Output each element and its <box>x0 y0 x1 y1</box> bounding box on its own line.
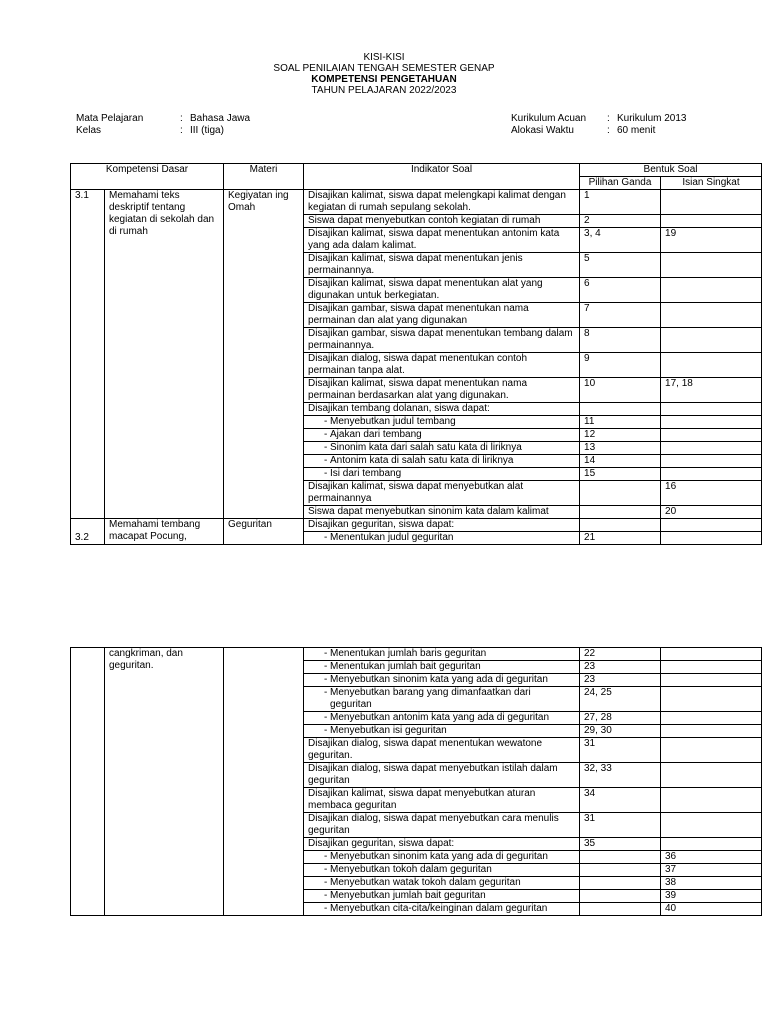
indikator-cell <box>304 506 580 519</box>
bullet-item <box>308 877 575 889</box>
indikator-text: Disajikan gambar, siswa dapat menentukan nama permainan dan alat yang digunakan <box>308 303 529 326</box>
isian-singkat-cell <box>661 468 762 481</box>
indikator-cell <box>304 763 580 788</box>
kisi-kisi-table-page1 <box>70 163 762 545</box>
materi-cell: Geguritan <box>224 519 304 545</box>
indikator-cell <box>304 877 580 890</box>
indikator-cell <box>304 674 580 687</box>
indikator-cell <box>304 712 580 725</box>
indikator-cell <box>304 648 580 661</box>
indikator-text: Sinonim kata dari salah satu kata di liriknya <box>330 442 522 453</box>
pilihan-ganda-cell <box>580 403 661 416</box>
isian-singkat-cell <box>661 215 762 228</box>
isian-singkat-cell <box>661 661 762 674</box>
meta-value: Bahasa Jawa <box>190 113 251 124</box>
bullet-dash: - <box>324 661 328 672</box>
isian-singkat-cell <box>661 303 762 328</box>
table-row <box>71 190 762 215</box>
indikator-cell <box>304 228 580 253</box>
indikator-text: Disajikan kalimat, siswa dapat menyebutkan alat permainannya <box>308 481 524 504</box>
indikator-text: Menentukan jumlah baris geguritan <box>330 648 487 659</box>
indikator-text: Disajikan dialog, siswa dapat menentukan contoh permainan tanpa alat. <box>308 353 528 376</box>
isian-singkat-cell <box>661 725 762 738</box>
meta-label: Kelas <box>76 125 102 136</box>
bullet-dash: - <box>324 890 328 901</box>
pilihan-ganda-cell: 31 <box>580 813 661 838</box>
indikator-cell <box>304 813 580 838</box>
indikator-text: Menyebutkan cita-cita/keinginan dalam geguritan <box>330 903 548 914</box>
isian-singkat-cell <box>661 687 762 712</box>
isian-singkat-cell <box>661 674 762 687</box>
isian-singkat-cell <box>661 403 762 416</box>
isian-singkat-cell <box>661 519 762 532</box>
bullet-item <box>308 674 575 686</box>
isian-singkat-cell: 20 <box>661 506 762 519</box>
indikator-cell <box>304 851 580 864</box>
indikator-text: Menyebutkan sinonim kata yang ada di geguritan <box>330 674 548 685</box>
pilihan-ganda-cell: 12 <box>580 429 661 442</box>
materi-cell: Kegiyatan ing Omah <box>224 190 304 519</box>
isian-singkat-cell <box>661 788 762 813</box>
column-header-pilihan-ganda: Pilihan Ganda <box>580 177 661 190</box>
bullet-item <box>308 903 575 915</box>
pilihan-ganda-cell: 31 <box>580 738 661 763</box>
pilihan-ganda-cell: 23 <box>580 674 661 687</box>
isian-singkat-cell: 38 <box>661 877 762 890</box>
isian-singkat-cell: 17, 18 <box>661 378 762 403</box>
isian-singkat-cell <box>661 738 762 763</box>
column-header-indikator: Indikator Soal <box>304 164 580 190</box>
pilihan-ganda-cell: 14 <box>580 455 661 468</box>
bullet-dash: - <box>324 725 328 736</box>
meta-curriculum-row <box>511 113 686 125</box>
indikator-cell <box>304 442 580 455</box>
meta-colon: : <box>180 113 183 124</box>
indikator-text: Menyebutkan sinonim kata yang ada di geguritan <box>330 851 548 862</box>
isian-singkat-cell <box>661 813 762 838</box>
isian-singkat-cell: 36 <box>661 851 762 864</box>
isian-singkat-cell <box>661 353 762 378</box>
kd-number: 3.1 <box>71 190 105 519</box>
pilihan-ganda-cell <box>580 864 661 877</box>
bullet-dash: - <box>324 851 328 862</box>
isian-singkat-cell <box>661 416 762 429</box>
meta-label: Kurikulum Acuan <box>511 113 587 124</box>
pilihan-ganda-cell <box>580 890 661 903</box>
indikator-cell <box>304 532 580 545</box>
pilihan-ganda-cell <box>580 519 661 532</box>
indikator-text: Menyebutkan antonim kata yang ada di geguritan <box>330 712 550 723</box>
indikator-text: Menyebutkan tokoh dalam geguritan <box>330 864 492 875</box>
bullet-item <box>308 890 575 902</box>
pilihan-ganda-cell: 8 <box>580 328 661 353</box>
header-subtitle: SOAL PENILAIAN TENGAH SEMESTER GENAP <box>273 63 495 74</box>
materi-cell <box>224 648 304 916</box>
indikator-cell <box>304 253 580 278</box>
isian-singkat-cell <box>661 532 762 545</box>
indikator-cell <box>304 215 580 228</box>
bullet-item <box>308 532 575 544</box>
bullet-dash: - <box>324 442 328 453</box>
indikator-cell <box>304 687 580 712</box>
indikator-text: Disajikan geguritan, siswa dapat: <box>308 519 455 530</box>
bullet-item <box>308 864 575 876</box>
pilihan-ganda-cell: 23 <box>580 661 661 674</box>
kd-description: Memahami tembang macapat Pocung, <box>105 519 224 545</box>
isian-singkat-cell <box>661 278 762 303</box>
indikator-text: Antonim kata di salah satu kata di liriknya <box>330 455 514 466</box>
bullet-item <box>308 429 575 441</box>
pilihan-ganda-cell <box>580 851 661 864</box>
meta-left <box>76 113 250 137</box>
header-year: TAHUN PELAJARAN 2022/2023 <box>311 85 457 96</box>
bullet-dash: - <box>324 532 328 543</box>
pilihan-ganda-cell: 22 <box>580 648 661 661</box>
indikator-text: Disajikan dialog, siswa dapat menyebutkan cara menulis geguritan <box>308 813 559 836</box>
isian-singkat-cell <box>661 455 762 468</box>
table-header-row <box>71 164 762 177</box>
indikator-cell <box>304 738 580 763</box>
indikator-text: Ajakan dari tembang <box>330 429 422 440</box>
meta-label: Mata Pelajaran <box>76 113 144 124</box>
indikator-cell <box>304 455 580 468</box>
meta-colon: : <box>607 125 610 136</box>
meta-colon: : <box>180 125 183 136</box>
indikator-text: Isi dari tembang <box>330 468 402 479</box>
column-header-bentuk-soal: Bentuk Soal <box>580 164 762 177</box>
bullet-item <box>308 416 575 428</box>
isian-singkat-cell <box>661 838 762 851</box>
bullet-item <box>308 648 575 660</box>
pilihan-ganda-cell: 2 <box>580 215 661 228</box>
meta-value: Kurikulum 2013 <box>617 113 687 124</box>
indikator-cell <box>304 864 580 877</box>
bullet-dash: - <box>324 429 328 440</box>
bullet-item <box>308 851 575 863</box>
isian-singkat-cell <box>661 712 762 725</box>
indikator-cell <box>304 190 580 215</box>
indikator-text: Siswa dapat menyebutkan sinonim kata dalam kalimat <box>308 506 549 517</box>
pilihan-ganda-cell: 13 <box>580 442 661 455</box>
isian-singkat-cell: 37 <box>661 864 762 877</box>
isian-singkat-cell: 39 <box>661 890 762 903</box>
indikator-cell <box>304 519 580 532</box>
indikator-text: Menentukan jumlah bait geguritan <box>330 661 481 672</box>
indikator-cell <box>304 416 580 429</box>
isian-singkat-cell <box>661 648 762 661</box>
column-header-isian-singkat: Isian Singkat <box>661 177 762 190</box>
meta-colon: : <box>607 113 610 124</box>
indikator-text: Disajikan kalimat, siswa dapat menentukan alat yang digunakan untuk berkegiatan. <box>308 278 543 301</box>
indikator-text: Disajikan gambar, siswa dapat menentukan tembang dalam permainannya. <box>308 328 573 351</box>
bullet-dash: - <box>324 687 328 698</box>
indikator-text: Disajikan geguritan, siswa dapat: <box>308 838 455 849</box>
pilihan-ganda-cell: 27, 28 <box>580 712 661 725</box>
indikator-cell <box>304 278 580 303</box>
indikator-cell <box>304 788 580 813</box>
isian-singkat-cell: 40 <box>661 903 762 916</box>
indikator-text: Disajikan kalimat, siswa dapat menyebutkan aturan membaca geguritan <box>308 788 536 811</box>
isian-singkat-cell <box>661 253 762 278</box>
bullet-item <box>308 442 575 454</box>
bullet-item <box>308 661 575 673</box>
pilihan-ganda-cell: 1 <box>580 190 661 215</box>
pilihan-ganda-cell: 3, 4 <box>580 228 661 253</box>
bullet-item <box>308 687 575 711</box>
indikator-cell <box>304 353 580 378</box>
meta-value: III (tiga) <box>190 125 224 136</box>
column-header-kd: Kompetensi Dasar <box>71 164 224 190</box>
pilihan-ganda-cell: 32, 33 <box>580 763 661 788</box>
pilihan-ganda-cell: 34 <box>580 788 661 813</box>
pilihan-ganda-cell: 6 <box>580 278 661 303</box>
indikator-cell <box>304 429 580 442</box>
indikator-cell <box>304 903 580 916</box>
pilihan-ganda-cell: 5 <box>580 253 661 278</box>
pilihan-ganda-cell <box>580 506 661 519</box>
indikator-cell <box>304 328 580 353</box>
table-row <box>71 519 762 532</box>
kd-description: Memahami teks deskriptif tentang kegiatan di sekolah dan di rumah <box>105 190 224 519</box>
pilihan-ganda-cell: 35 <box>580 838 661 851</box>
indikator-text: Menyebutkan isi geguritan <box>330 725 447 736</box>
indikator-cell <box>304 725 580 738</box>
table-row <box>71 648 762 661</box>
kd-number: 3.2 <box>71 519 105 545</box>
indikator-cell <box>304 378 580 403</box>
kd-number <box>71 648 105 916</box>
indikator-text: Siswa dapat menyebutkan contoh kegiatan di rumah <box>308 215 541 226</box>
indikator-text: Disajikan dialog, siswa dapat menentukan wewatone geguritan. <box>308 738 543 761</box>
isian-singkat-cell <box>661 328 762 353</box>
bullet-item <box>308 712 575 724</box>
pilihan-ganda-cell: 7 <box>580 303 661 328</box>
indikator-text: Disajikan dialog, siswa dapat menyebutkan istilah dalam geguritan <box>308 763 558 786</box>
document-header <box>0 52 768 96</box>
pilihan-ganda-cell <box>580 903 661 916</box>
indikator-text: Disajikan kalimat, siswa dapat melengkapi kalimat dengan kegiatan di rumah sepulang sekolah. <box>308 190 566 213</box>
indikator-cell <box>304 468 580 481</box>
indikator-text: Disajikan kalimat, siswa dapat menentukan jenis permainannya. <box>308 253 523 276</box>
bullet-dash: - <box>324 468 328 479</box>
indikator-text: Menyebutkan judul tembang <box>330 416 456 427</box>
meta-label: Alokasi Waktu <box>511 125 574 136</box>
indikator-text: Disajikan kalimat, siswa dapat menentukan nama permainan berdasarkan alat yang digunakan. <box>308 378 528 401</box>
meta-duration-row <box>511 125 686 137</box>
indikator-cell <box>304 403 580 416</box>
header-competency: KOMPETENSI PENGETAHUAN <box>311 74 457 85</box>
bullet-item <box>308 455 575 467</box>
pilihan-ganda-cell: 11 <box>580 416 661 429</box>
kisi-kisi-table-page2 <box>70 647 762 916</box>
bullet-dash: - <box>324 864 328 875</box>
meta-value: 60 menit <box>617 125 656 136</box>
bullet-dash: - <box>324 877 328 888</box>
bullet-dash: - <box>324 416 328 427</box>
indikator-text: Menentukan judul geguritan <box>330 532 454 543</box>
column-header-materi: Materi <box>224 164 304 190</box>
indikator-text: Menyebutkan jumlah bait geguritan <box>330 890 486 901</box>
header-title: KISI-KISI <box>363 52 405 63</box>
bullet-dash: - <box>324 455 328 466</box>
indikator-text: Disajikan tembang dolanan, siswa dapat: <box>308 403 490 414</box>
indikator-cell <box>304 303 580 328</box>
indikator-cell <box>304 481 580 506</box>
meta-right <box>511 113 686 137</box>
indikator-cell <box>304 661 580 674</box>
meta-subject-row <box>76 113 250 125</box>
bullet-item <box>308 468 575 480</box>
indikator-cell <box>304 838 580 851</box>
isian-singkat-cell: 16 <box>661 481 762 506</box>
isian-singkat-cell <box>661 190 762 215</box>
pilihan-ganda-cell <box>580 877 661 890</box>
meta-class-row <box>76 125 250 137</box>
indikator-text: Disajikan kalimat, siswa dapat menentukan antonim kata yang ada dalam kalimat. <box>308 228 560 251</box>
isian-singkat-cell: 19 <box>661 228 762 253</box>
bullet-dash: - <box>324 903 328 914</box>
isian-singkat-cell <box>661 763 762 788</box>
pilihan-ganda-cell: 29, 30 <box>580 725 661 738</box>
pilihan-ganda-cell: 9 <box>580 353 661 378</box>
pilihan-ganda-cell: 10 <box>580 378 661 403</box>
bullet-dash: - <box>324 648 328 659</box>
indikator-text: Menyebutkan watak tokoh dalam geguritan <box>330 877 521 888</box>
indikator-cell <box>304 890 580 903</box>
pilihan-ganda-cell: 24, 25 <box>580 687 661 712</box>
pilihan-ganda-cell: 21 <box>580 532 661 545</box>
bullet-item <box>308 725 575 737</box>
isian-singkat-cell <box>661 442 762 455</box>
indikator-text: Menyebutkan barang yang dimanfaatkan dari geguritan <box>330 687 531 710</box>
kd-description-continued: cangkriman, dan geguritan. <box>105 648 224 916</box>
isian-singkat-cell <box>661 429 762 442</box>
bullet-dash: - <box>324 712 328 723</box>
pilihan-ganda-cell <box>580 481 661 506</box>
pilihan-ganda-cell: 15 <box>580 468 661 481</box>
bullet-dash: - <box>324 674 328 685</box>
